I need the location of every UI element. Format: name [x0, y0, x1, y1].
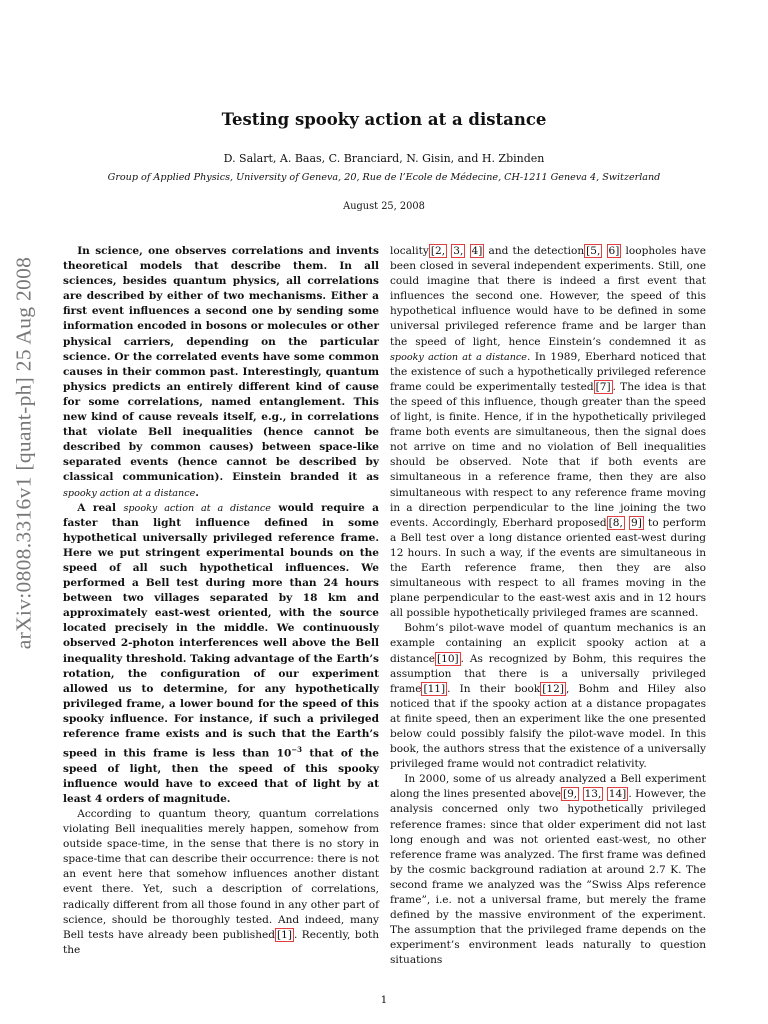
citation-link[interactable]: [11]	[423, 682, 446, 695]
citation-link[interactable]: 13,	[584, 788, 602, 801]
citation-link[interactable]: [8,	[608, 516, 623, 529]
spooky-phrase: spooky action at a distance	[123, 502, 271, 514]
citation-link[interactable]: 4]	[471, 245, 483, 257]
exponent: −3	[291, 745, 303, 755]
paper-title: Testing spooky action at a distance	[221, 110, 547, 129]
citation-link[interactable]: [7]	[595, 380, 611, 393]
affiliation: Group of Applied Physics, University of Geneva, 20, Rue de l’Ecole de Médecine, CH-1211 Geneva 4, Switzerland	[107, 172, 661, 183]
citation-link[interactable]: [2,	[430, 245, 446, 257]
body-paragraph-2: locality [2, 3, 4] and the detection [5, 6] loopholes have been closed in several independent experiments. Still, one could imagine that there is indeed a first event that influences the second one. However, the speed of this hypothetical influence would have to be defined in some universal privileged reference frame and be larger than the speed of light, hence Einstein’s condemned it as spooky action at a distance. In 1989, Eberhard noticed that the existence of such a hypothetically privileged reference frame could be experimentally tested [7] . The idea is that the speed of this influence, though greater than the speed of light, is finite. Hence, if in the hypothetically privileged frame both events are simultaneous, then the signal does not arrive on time and no violation of Bell inequalities should be observed. Note that if both events are simultaneous in a reference frame, then they are also simultaneous with respect to any reference frame moving in a direction perpendicular to the line joining the two events. Accordingly, Eberhard proposed [8, 9] to perform a Bell test over a long distance oriented east-west during 12 hours. In such a way, if the events are simultaneous in the Earth reference frame, then they are also simultaneous with respect to all frames moving in the plane perpendicular to the east-west axis and in 12 hours all possible hypothetically privileged frames are scanned.	[390, 245, 707, 620]
citation-link[interactable]: 3,	[453, 245, 464, 257]
publication-date: August 25, 2008	[343, 201, 425, 212]
citation-link[interactable]: 14]	[608, 788, 627, 801]
citation-link[interactable]: [5,	[586, 245, 601, 257]
citation-link[interactable]: 9]	[631, 516, 642, 529]
left-column	[63, 244, 379, 974]
page-number: 1	[380, 994, 388, 1006]
body-paragraph-3: Bohm’s pilot-wave model of quantum mechanics is an example containing an explicit spooky action at a distance [10] . As recognized by Bohm, this requires the assumption that there is a universally privileged frame [11] . In their book [12] , Bohm and Hiley also noticed that if the spooky action at a distance propagates at finite speed, then an experiment like the one presented below could possibly falsify the pilot-wave model. In this book, the authors stress that the existence of a universally privileged frame would not contradict relativity.	[390, 622, 707, 771]
citation-link[interactable]: [9,	[562, 788, 578, 801]
citation-link[interactable]: [12]	[542, 682, 564, 695]
arxiv-watermark	[0, 258, 48, 648]
author-list: D. Salart, A. Baas, C. Branciard, N. Gisin, and H. Zbinden	[223, 152, 545, 165]
spooky-phrase: spooky action at a distance	[63, 487, 196, 499]
spooky-phrase: spooky action at a distance	[390, 351, 527, 363]
right-column	[390, 244, 706, 974]
body-paragraph-4: In 2000, some of us already analyzed a Bell experiment along the lines presented above [9, 13, 14] . However, the analysis concerned only two hypothetically privileged reference frames: since that older experiment did not last long enough and was not oriented east-west, no other reference frame was analyzed. The first frame was defined by the cosmic background radiation at around 2.7 K. The second frame we analyzed was the ”Swiss Alps reference frame”, i.e. not a universal frame, but merely the frame defined by the massive environment of the experiment. The assumption that the privileged frame depends on the experiment’s environment leads naturally to question situations	[390, 773, 707, 967]
abstract-paragraph-2: A real spooky action at a distance would require a faster than light influence defined in some hypothetical universally privileged reference frame. Here we put stringent experimental bounds on the speed of all such hypothetical influences. We performed a Bell test during more than 24 hours between two villages separated by 18 km and approximately east-west oriented, with the source located precisely in the middle. We continuously observed 2-photon interferences well above the Bell inequality threshold. Taking advantage of the Earth’s rotation, the configuration of our experiment allowed us to determine, for any hypothetically privileged frame, a lower bound for the speed of this spooky influence. For instance, if such a privileged reference frame exists and is such that the Earth’s speed in this frame is less than $10^{-3}$ that of the speed of light, then the speed of this spooky influence would have to exceed that of light by at least 4 orders of magnitude.	[63, 501, 379, 805]
abstract-paragraph-1: In science, one observes correlations and invents theoretical models that describe them. In all sciences, besides quantum physics, all correlations are described by either of two mechanisms. Either a first event influences a second one by sending some information encoded in bosons or molecules or other physical carriers, depending on the particular science. Or the correlated events have some common causes in their common past. Interestingly, quantum physics predicts an entirely different kind of cause for some correlations, named entanglement. This new kind of cause reveals itself, e.g., in correlations that violate Bell inequalities (hence cannot be described by common causes) between space-like separated events (hence cannot be described by classical communication). Einstein branded it as spooky action at a distance.	[63, 245, 379, 499]
citation-link[interactable]: [1]	[277, 928, 292, 941]
body-paragraph-1: According to quantum theory, quantum correlations violating Bell inequalities merely happen, somehow from outside space-time, in the sense that there is no story in space-time that can describe their occurrence: there is not an event here that somehow influences another distant event there. Yet, such a description of correlations, radically different from all those found in any other part of science, should be thoroughly tested. And indeed, many Bell tests have already been published [1] . Recently, both the	[63, 807, 379, 956]
arxiv-identifier: arXiv:0808.3316v1 [quant-ph] 25 Aug 2008	[11, 256, 36, 650]
citation-link[interactable]: 6]	[608, 245, 620, 257]
citation-link[interactable]: [10]	[437, 652, 459, 665]
